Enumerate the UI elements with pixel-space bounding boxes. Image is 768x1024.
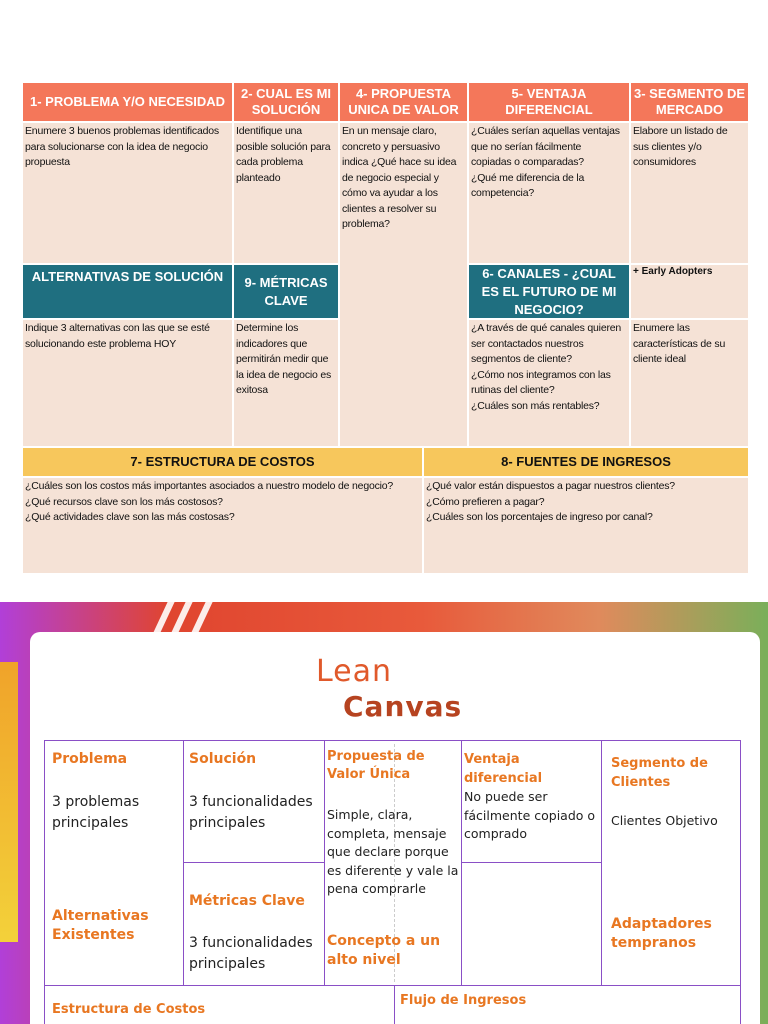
- costos-line-3: ¿Qué actividades clave son las más costosas?: [25, 511, 235, 523]
- propuesta-line-7: problema?: [342, 218, 390, 230]
- propuesta-line-4: de negocio especial y: [342, 171, 439, 184]
- lean-title-bold: Canvas: [343, 690, 463, 723]
- lean-costos-title: Estructura de Costos: [52, 1002, 206, 1017]
- decorative-stripe: [192, 602, 216, 632]
- problema-line-2: para solucionarse con la idea de negocio: [25, 140, 208, 153]
- propuesta-line-6: clientes a resolver su: [342, 202, 437, 215]
- propuesta-line-2: concreto y persuasivo: [342, 140, 440, 153]
- lean-canvas-section: [0, 602, 768, 1024]
- ingresos-body: [423, 477, 749, 574]
- ventaja-line-1: ¿Cuáles serían aquellas ventajas: [471, 125, 620, 137]
- problema-line-3: propuesta: [25, 156, 70, 168]
- canales-body: [468, 319, 630, 447]
- alternativas-header: ALTERNATIVAS DE SOLUCIÓN: [22, 264, 233, 319]
- solucion-line-2: posible solución para: [236, 140, 331, 153]
- canales-header: 6- CANALES - ¿CUAL ES EL FUTURO DE MI NEGOCIO?: [468, 264, 630, 319]
- metricas-header: 9- MÉTRICAS CLAVE: [233, 264, 339, 319]
- ingresos-header: 8- FUENTES DE INGRESOS: [423, 447, 749, 477]
- ventaja-line-3: copiadas o comparadas?: [471, 156, 584, 168]
- propuesta-header: 4- PROPUESTA UNICA DE VALOR: [339, 82, 468, 122]
- lean-metricas-body: 3 funcionalidades principales: [189, 935, 313, 972]
- lean-ventaja-title: Ventaja diferencial: [464, 752, 543, 786]
- canales-line-3: segmentos de cliente?: [471, 353, 572, 365]
- lean-problema-title: Problema: [52, 751, 128, 767]
- solucion-line-4: planteado: [236, 171, 281, 184]
- ventaja-header: 5- VENTAJA DIFERENCIAL: [468, 82, 630, 122]
- solucion-line-1: Identifique una: [236, 125, 302, 137]
- lean-ingresos-title: Flujo de Ingresos: [400, 993, 527, 1008]
- canales-line-4: ¿Cómo nos integramos con las: [471, 368, 611, 381]
- lean-canales-box: [461, 862, 602, 986]
- ingresos-line-3: ¿Cuáles son los porcentajes de ingreso por canal?: [426, 511, 653, 523]
- segmento-line-2: sus clientes y/o: [633, 140, 702, 153]
- segmento-header: 3- SEGMENTO DE MERCADO: [630, 82, 749, 122]
- ventaja-line-4: ¿Qué me diferencia de la: [471, 171, 585, 184]
- early-adopters-header: + Early Adopters: [630, 264, 749, 319]
- early-adopters-body: [630, 319, 749, 447]
- alternativas-line-1: Indique 3 alternativas con las que se esté: [25, 322, 210, 334]
- propuesta-line-3: indica ¿Qué hace su idea: [342, 156, 457, 168]
- metricas-line-1: Determine los: [236, 322, 299, 334]
- metricas-line-3: permitirán medir que: [236, 353, 329, 365]
- propuesta-line-5: cómo va ayudar a los: [342, 187, 438, 199]
- metricas-line-4: la idea de negocio es: [236, 368, 332, 381]
- ingresos-line-2: ¿Cómo prefieren a pagar?: [426, 495, 545, 508]
- costos-header: 7- ESTRUCTURA DE COSTOS: [22, 447, 423, 477]
- costos-line-1: ¿Cuáles son los costos más importantes asociados a nuestro modelo de negocio?: [25, 480, 394, 492]
- problema-body: [22, 122, 233, 264]
- segmento-body: [630, 122, 749, 264]
- lean-propuesta-body: Simple, clara, completa, mensaje que declare porque es diferente y vale la pena comprarle: [327, 807, 459, 896]
- problema-header: 1- PROBLEMA Y/O NECESIDAD: [22, 82, 233, 122]
- lean-problema-box: [44, 740, 184, 986]
- ventaja-line-5: competencia?: [471, 187, 534, 199]
- propuesta-body: [339, 122, 468, 447]
- ventaja-body: [468, 122, 630, 264]
- business-canvas-table: [22, 82, 749, 574]
- early-line-2: características de su: [633, 337, 726, 350]
- canales-line-2: ser contactados nuestros: [471, 337, 584, 350]
- metricas-line-2: indicadores que: [236, 337, 308, 350]
- lean-metricas-title: Métricas Clave: [189, 893, 305, 909]
- ingresos-line-1: ¿Qué valor están dispuestos a pagar nuestros clientes?: [426, 480, 675, 492]
- segmento-line-1: Elabore un listado de: [633, 125, 728, 137]
- lean-solucion-title: Solución: [189, 751, 257, 767]
- early-line-1: Enumere las: [633, 322, 690, 334]
- lean-propuesta-title: Propuesta de Valor Única: [327, 749, 425, 782]
- lean-solucion-body: 3 funcionalidades principales: [189, 794, 313, 831]
- canales-line-6: ¿Cuáles son más rentables?: [471, 399, 600, 412]
- lean-problema-body: 3 problemas principales: [52, 794, 140, 831]
- decorative-stripe: [172, 602, 196, 632]
- lean-segmento-title: Segmento de Clientes: [611, 756, 708, 790]
- costos-body: [22, 477, 423, 574]
- segmento-line-3: consumidores: [633, 156, 696, 168]
- canales-line-5: rutinas del cliente?: [471, 384, 555, 396]
- propuesta-line-1: En un mensaje claro,: [342, 125, 437, 137]
- lean-canvas-card: [30, 632, 760, 1024]
- metricas-line-5: exitosa: [236, 384, 268, 396]
- alternativas-body: [22, 319, 233, 447]
- canales-line-1: ¿A través de qué canales quieren: [471, 322, 622, 334]
- lean-adaptadores-title: Adaptadores tempranos: [611, 916, 712, 951]
- ventaja-line-2: que no serían fácilmente: [471, 140, 582, 153]
- lean-canvas-grid: [44, 740, 741, 1024]
- alternativas-line-2: solucionando este problema HOY: [25, 337, 177, 350]
- metricas-body: [233, 319, 339, 447]
- costos-line-2: ¿Qué recursos clave son los más costosos?: [25, 495, 223, 508]
- solucion-line-3: cada problema: [236, 156, 303, 168]
- decorative-side-bar: [0, 662, 18, 942]
- lean-title-light: Lean: [316, 654, 393, 689]
- lean-alternativas-title: Alternativas Existentes: [52, 908, 149, 943]
- early-line-3: cliente ideal: [633, 353, 686, 365]
- lean-concepto-title: Concepto a un alto nivel: [327, 933, 441, 968]
- solucion-header: 2- CUAL ES MI SOLUCIÓN: [233, 82, 339, 122]
- lean-segmento-body: Clientes Objetivo: [611, 813, 718, 828]
- problema-line-1: Enumere 3 buenos problemas identificados: [25, 125, 219, 137]
- lean-ventaja-body: No puede ser fácilmente copiado o comprado: [464, 789, 596, 841]
- solucion-body: [233, 122, 339, 264]
